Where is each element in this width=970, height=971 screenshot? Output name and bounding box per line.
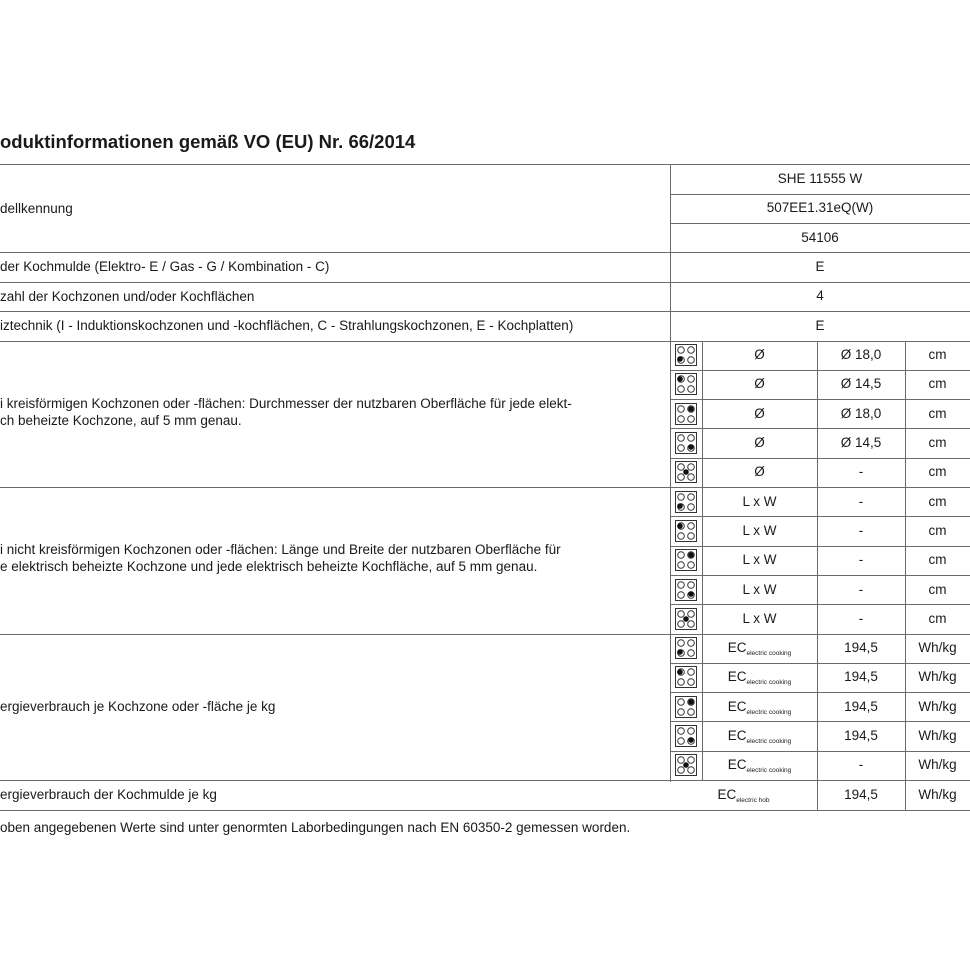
value-cell: - [858, 610, 864, 626]
symbol-label: EC [717, 786, 737, 802]
unit-cell: cm [928, 493, 947, 509]
table-border [905, 780, 906, 810]
cooking-zone-rear-left-icon [675, 666, 697, 688]
value-cell: - [858, 552, 864, 568]
row-value: 4 [816, 288, 824, 304]
model-value: 54106 [801, 229, 839, 245]
cooking-zone-front-left-icon [675, 637, 697, 659]
table-border [670, 370, 970, 371]
unit-cell: cm [928, 464, 947, 480]
symbol-cell [702, 699, 817, 721]
value-cell: 194,5 [844, 669, 878, 685]
cooking-zone-rear-left-icon [675, 373, 697, 395]
symbol-label: EC [727, 669, 747, 685]
block-label-line2: ch beheizte Kochzone, auf 5 mm genau. [0, 412, 242, 428]
table-border [670, 516, 970, 517]
unit-cell: Wh/kg [918, 757, 957, 773]
table-border [670, 399, 970, 400]
cooking-zone-front-left-icon [675, 491, 697, 513]
table-border [670, 458, 970, 459]
unit-cell: Wh/kg [918, 698, 957, 714]
symbol-cell [702, 640, 817, 662]
value-cell: 194,5 [844, 698, 878, 714]
cooking-zone-rear-right-icon [675, 403, 697, 425]
cooking-zone-rear-left-icon [675, 520, 697, 542]
table-border [670, 546, 970, 547]
table-border [670, 164, 671, 782]
symbol-subscript: electric cooking [746, 767, 792, 775]
symbol-cell [702, 728, 817, 750]
page-title: oduktinformationen gemäß VO (EU) Nr. 66/2014 [0, 131, 416, 152]
unit-cell: cm [928, 347, 947, 363]
symbol-subscript: electric hob [736, 796, 770, 804]
symbol-subscript: electric cooking [746, 679, 792, 687]
table-border [702, 634, 703, 781]
unit-cell: Wh/kg [918, 728, 957, 744]
table-border [670, 692, 970, 693]
value-cell: - [858, 464, 864, 480]
table-border [670, 428, 970, 429]
symbol-cell: Ø [754, 435, 765, 451]
cooking-zone-rear-right-icon [675, 696, 697, 718]
symbol-cell: L x W [742, 610, 777, 626]
cooking-zone-center-icon [675, 754, 697, 776]
unit-cell: cm [928, 522, 947, 538]
symbol-label: EC [727, 698, 747, 714]
table-border [670, 604, 970, 605]
symbol-cell [670, 787, 817, 809]
table-border [817, 634, 818, 781]
table-border [0, 252, 970, 253]
unit-cell: cm [928, 581, 947, 597]
cooking-zone-front-right-icon [675, 432, 697, 454]
row-value: E [815, 317, 825, 333]
cooking-zone-rear-right-icon [675, 549, 697, 571]
table-border [817, 780, 818, 810]
unit-cell: cm [928, 552, 947, 568]
unit-cell: cm [928, 435, 947, 451]
symbol-cell: Ø [754, 405, 765, 421]
table-border [0, 311, 970, 312]
symbol-cell: L x W [742, 522, 777, 538]
block-label: ergieverbrauch je Kochzone oder -fläche je kg [0, 698, 276, 714]
unit-cell: Wh/kg [918, 786, 957, 802]
unit-cell: cm [928, 376, 947, 392]
unit-cell: Wh/kg [918, 640, 957, 656]
table-border [0, 487, 970, 488]
hob-energy-label: ergieverbrauch der Kochmulde je kg [0, 787, 217, 802]
model-label: dellkennung [0, 201, 73, 216]
table-border [670, 194, 970, 195]
symbol-cell [702, 757, 817, 779]
value-cell: 194,5 [844, 640, 878, 656]
model-value: SHE 11555 W [777, 170, 863, 186]
table-border [817, 487, 818, 634]
table-border [0, 282, 970, 283]
table-border [670, 575, 970, 576]
cooking-zone-front-right-icon [675, 725, 697, 747]
value-cell: - [858, 757, 864, 773]
table-border [0, 164, 970, 165]
value-cell: - [858, 522, 864, 538]
value-cell: - [858, 581, 864, 597]
table-border [670, 223, 970, 224]
symbol-cell: Ø [754, 464, 765, 480]
symbol-cell: Ø [754, 347, 765, 363]
unit-cell: cm [928, 610, 947, 626]
value-cell: - [858, 493, 864, 509]
symbol-label: EC [727, 728, 747, 744]
table-border [0, 634, 970, 635]
symbol-cell: L x W [742, 493, 777, 509]
table-border [670, 663, 970, 664]
row-value: E [815, 258, 825, 274]
value-cell: Ø 18,0 [840, 405, 882, 421]
value-cell: 194,5 [844, 786, 878, 802]
symbol-cell: L x W [742, 552, 777, 568]
footnote: oben angegebenen Werte sind unter genormten Laborbedingungen nach EN 60350-2 gemessen worden. [0, 820, 631, 835]
unit-cell: cm [928, 405, 947, 421]
symbol-subscript: electric cooking [746, 650, 792, 658]
row-label: zahl der Kochzonen und/oder Kochflächen [0, 288, 255, 304]
cooking-zone-front-left-icon [675, 344, 697, 366]
table-border [702, 487, 703, 634]
table-border [0, 810, 970, 811]
model-value: 507EE1.31eQ(W) [766, 200, 874, 216]
table-border [0, 341, 970, 342]
cooking-zone-center-icon [675, 608, 697, 630]
symbol-subscript: electric cooking [746, 708, 792, 716]
value-cell: Ø 14,5 [840, 376, 882, 392]
block-label-line1: i nicht kreisförmigen Kochzonen oder -flächen: Länge und Breite der nutzbaren Oberfläche für [0, 542, 561, 558]
symbol-cell: Ø [754, 376, 765, 392]
symbol-subscript: electric cooking [746, 738, 792, 746]
cooking-zone-center-icon [675, 461, 697, 483]
table-border [905, 487, 906, 634]
unit-cell: Wh/kg [918, 669, 957, 685]
table-border [670, 751, 970, 752]
symbol-cell: L x W [742, 581, 777, 597]
table-border [670, 721, 970, 722]
table-border [905, 341, 906, 488]
value-cell: Ø 18,0 [840, 347, 882, 363]
row-label: iztechnik (I - Induktionskochzonen und -kochflächen, C - Strahlungskochzonen, E - Kochplatten) [0, 318, 574, 333]
table-border [817, 341, 818, 488]
value-cell: Ø 14,5 [840, 435, 882, 451]
block-label-line2: e elektrisch beheizte Kochzone und jede elektrisch beheizte Kochfläche, auf 5 mm genau. [0, 559, 538, 575]
symbol-cell [702, 669, 817, 691]
value-cell: 194,5 [844, 728, 878, 744]
symbol-label: EC [727, 757, 747, 773]
block-label-line1: i kreisförmigen Kochzonen oder -flächen: Durchmesser der nutzbaren Oberfläche für jede elekt- [0, 395, 572, 411]
table-border [0, 780, 970, 781]
table-border [702, 341, 703, 488]
row-label: der Kochmulde (Elektro- E / Gas - G / Kombination - C) [0, 259, 330, 274]
cooking-zone-front-right-icon [675, 579, 697, 601]
table-border [905, 634, 906, 781]
symbol-label: EC [727, 640, 747, 656]
